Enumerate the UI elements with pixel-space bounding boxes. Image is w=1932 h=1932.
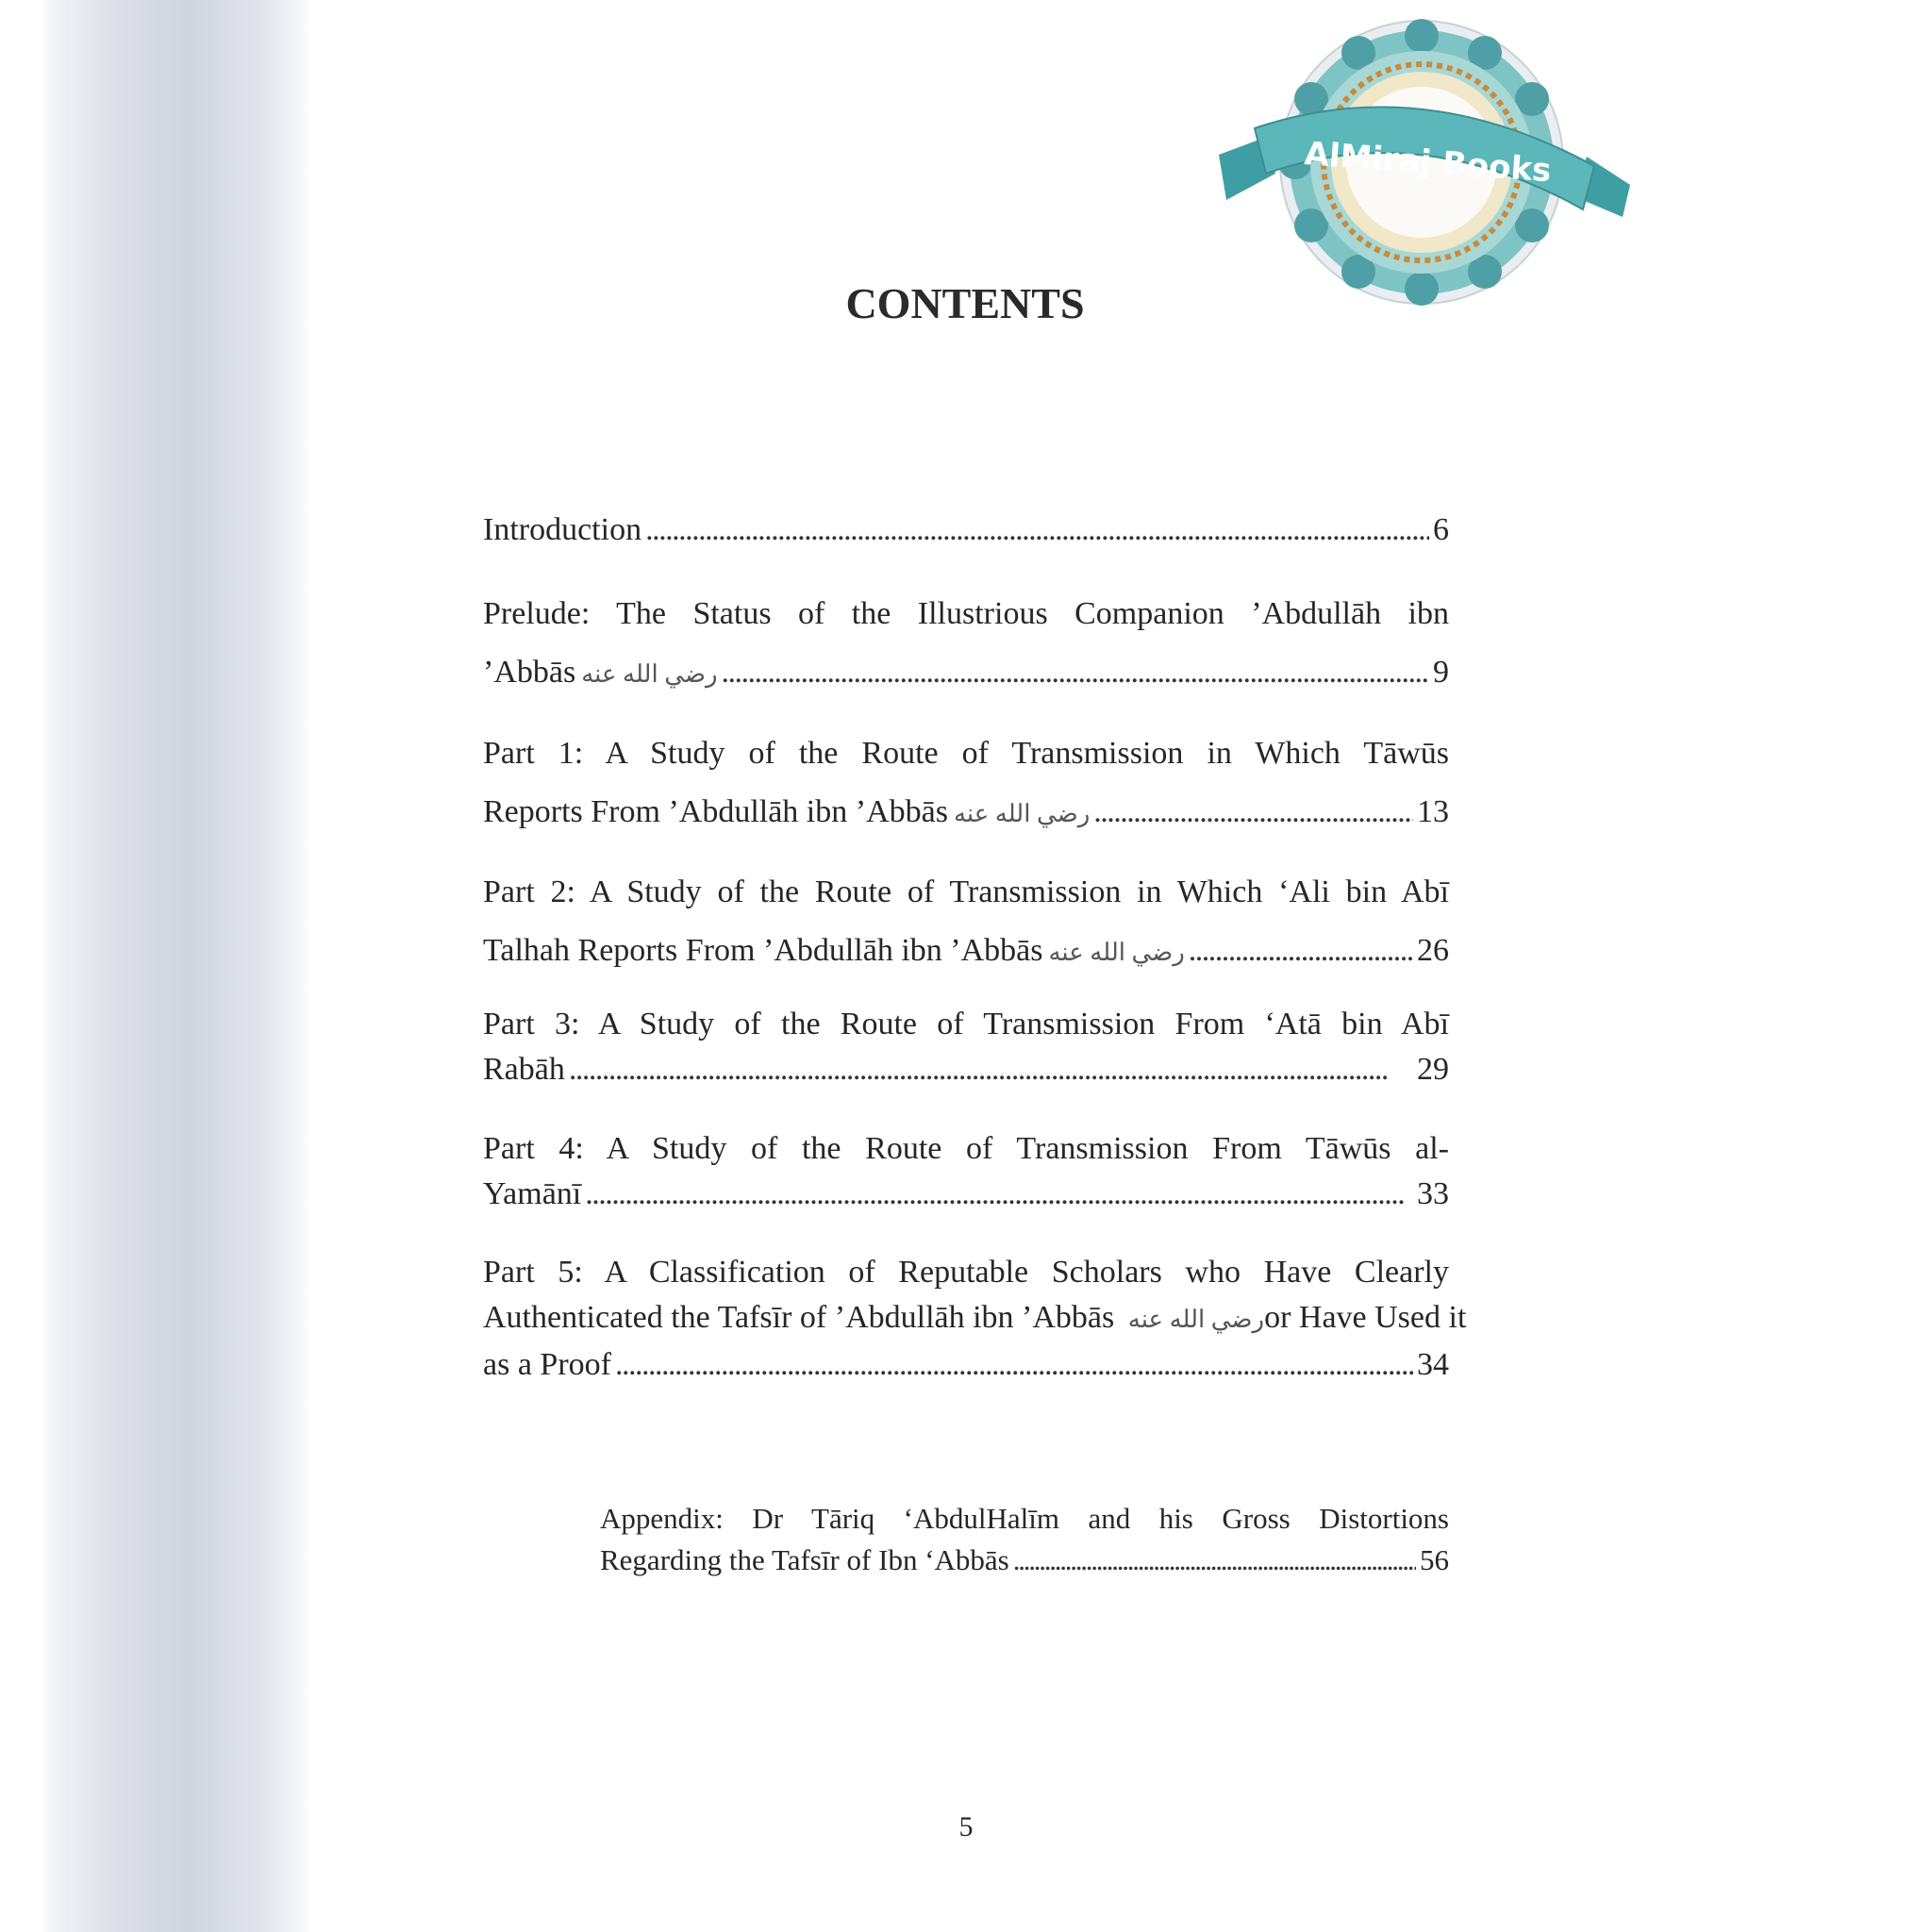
toc-page-number: 26	[1417, 933, 1449, 968]
toc-entry-title-line: Authenticated the Tafsīr of ’Abdullāh ibn ’Abbās	[483, 1300, 1115, 1335]
toc-entry-title-line: Talhah Reports From ’Abdullāh ibn ’Abbās	[483, 933, 1043, 968]
toc-page-number: 34	[1417, 1347, 1449, 1382]
dot-leader	[1093, 783, 1413, 841]
page-title: CONTENTS	[845, 279, 1085, 327]
honorific-glyph: رضي الله عنه	[953, 800, 1091, 827]
toc-entry-introduction	[483, 505, 1449, 556]
toc-entry-appendix	[600, 1498, 1449, 1581]
toc-page-number: 33	[1417, 1176, 1449, 1211]
toc-page-number: 6	[1433, 512, 1449, 547]
dot-leader	[615, 1342, 1413, 1388]
dot-leader	[569, 1047, 1413, 1092]
toc-entry-part-4	[483, 1126, 1449, 1217]
toc-entry-title-line: Yamānī	[483, 1176, 582, 1211]
toc-entry-title-line: Prelude: The Status of the Illustrious Companion ’Abdullāh ibn	[483, 596, 1449, 631]
toc-entry-title-line: Part 2: A Study of the Route of Transmission in Which ‘Ali bin Abī	[483, 874, 1449, 909]
dot-leader	[722, 643, 1430, 702]
toc-entry-title-line: Part 4: A Study of the Route of Transmission From Tāwūs al-	[483, 1131, 1449, 1166]
toc-page-number: 56	[1420, 1543, 1449, 1576]
toc-page-number: 13	[1417, 794, 1449, 829]
almiraj-books-logo	[1217, 15, 1632, 317]
toc-entry-title-line: Part 1: A Study of the Route of Transmission in Which Tāwūs	[483, 736, 1449, 771]
toc-entry-title-line: Rabāh	[483, 1052, 565, 1087]
logo-text: AlMiraj Books	[1303, 135, 1553, 191]
dot-leader	[1189, 922, 1413, 980]
honorific-glyph: رضي الله عنه	[1048, 939, 1185, 966]
toc-entry-title-line: Part 3: A Study of the Route of Transmission From ‘Atā bin Abī	[483, 1007, 1449, 1041]
dot-leader	[585, 1172, 1413, 1217]
honorific-glyph: رضي الله عنه	[581, 660, 718, 688]
toc-entry-title: Introduction	[483, 512, 642, 547]
toc-entry-title-line: ’Abbās	[483, 655, 576, 690]
toc-entry-prelude	[483, 585, 1449, 704]
toc-entry-title-line: Part 5: A Classification of Reputable Scholars who Have Clearly	[483, 1255, 1449, 1290]
appendix-title-line: Appendix: Dr Tāriq ‘AbdulHalīm and his Gross Distortions	[600, 1502, 1449, 1535]
toc-entry-title-line: as a Proof	[483, 1347, 611, 1382]
appendix-title-line: Regarding the Tafsīr of Ibn ‘Abbās	[600, 1543, 1009, 1576]
toc-entry-part-5	[483, 1250, 1467, 1388]
dot-leader	[645, 505, 1429, 556]
toc-page-number: 9	[1433, 655, 1449, 690]
dot-leader	[1013, 1540, 1416, 1581]
toc-entry-part-2	[483, 863, 1449, 982]
toc-page-number: 29	[1417, 1052, 1449, 1087]
honorific-glyph: رضي الله عنه	[1127, 1306, 1265, 1333]
toc-entry-part-3	[483, 1002, 1449, 1092]
page-number: 5	[958, 1811, 974, 1842]
toc-entry-title-line: or Have Used it	[1264, 1300, 1467, 1335]
toc-entry-title-line: Reports From ’Abdullāh ibn ’Abbās	[483, 794, 948, 829]
toc-entry-part-1	[483, 724, 1449, 843]
